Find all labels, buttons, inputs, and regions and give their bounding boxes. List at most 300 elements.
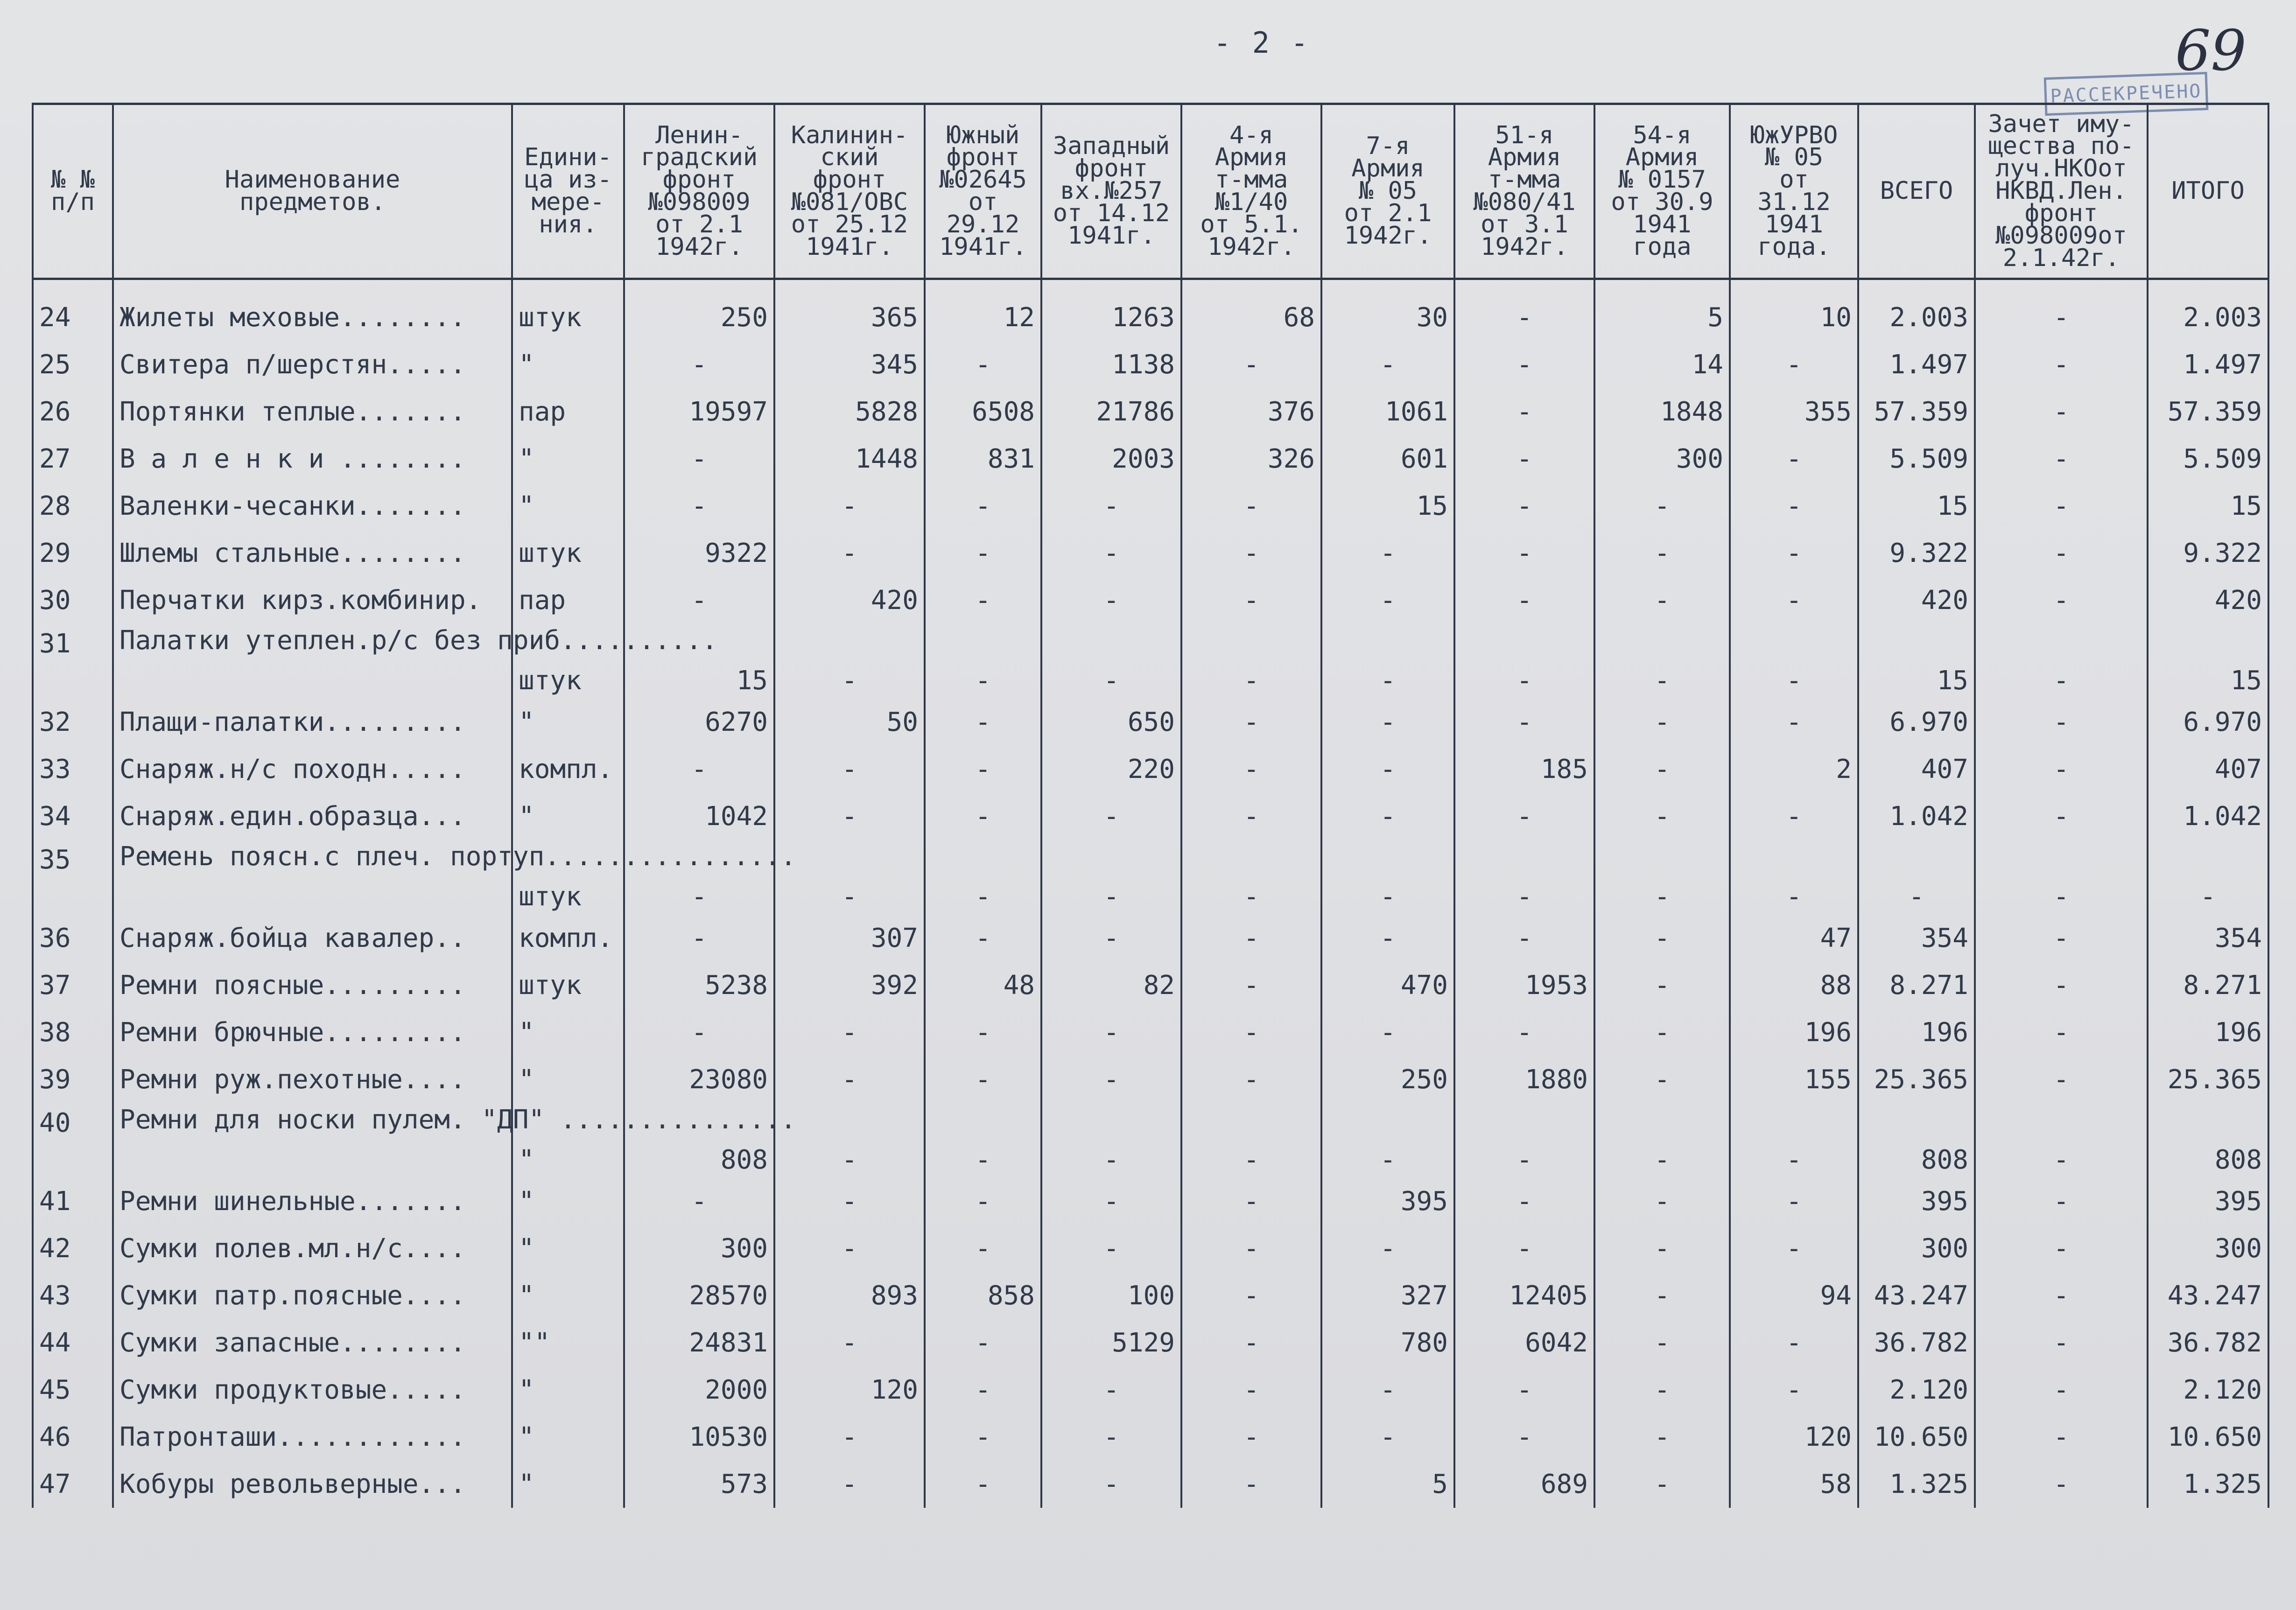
- column-header: Западный фронт вх.№257 от 14.12 1941г.: [1041, 104, 1181, 279]
- quantity-cell: -: [1041, 1414, 1181, 1461]
- quantity-cell: -: [925, 1225, 1041, 1272]
- quantity-cell: -: [1975, 483, 2148, 530]
- item-name: Сумки патр.поясные....: [113, 1272, 512, 1319]
- quantity-cell: 88: [1730, 962, 1858, 1009]
- quantity-cell: -: [1041, 1056, 1181, 1103]
- table-row: [33, 624, 2268, 699]
- quantity-cell: 10: [1730, 279, 1858, 342]
- quantity-cell: 420: [1858, 577, 1975, 624]
- row-number: 43: [33, 1272, 113, 1319]
- quantity-cell: -: [1975, 1225, 2148, 1272]
- quantity-cell: 2: [1730, 746, 1858, 793]
- quantity-cell: 5.509: [2148, 435, 2268, 483]
- table-row: [33, 1461, 2268, 1508]
- quantity-cell: 50: [774, 699, 925, 746]
- quantity-cell: -: [1454, 388, 1594, 435]
- item-name: В а л е н к и ........: [113, 435, 512, 483]
- table-row: [33, 530, 2268, 577]
- unit-of-measure: ": [512, 1272, 624, 1319]
- quantity-cell: 2.120: [2148, 1366, 2268, 1414]
- item-name: Ремень поясн.с плеч. портуп................: [113, 840, 512, 915]
- quantity-cell: -: [624, 915, 774, 962]
- unit-of-measure: ": [512, 1178, 624, 1225]
- quantity-cell: -: [1181, 624, 1321, 699]
- unit-of-measure: штук: [512, 530, 624, 577]
- quantity-cell: -: [1041, 577, 1181, 624]
- quantity-cell: -: [1730, 483, 1858, 530]
- quantity-cell: -: [774, 793, 925, 840]
- quantity-cell: -: [925, 577, 1041, 624]
- item-name: Ремни поясные.........: [113, 962, 512, 1009]
- quantity-cell: -: [1454, 435, 1594, 483]
- quantity-cell: 893: [774, 1272, 925, 1319]
- quantity-cell: -: [1975, 1103, 2148, 1178]
- unit-of-measure: пар: [512, 577, 624, 624]
- table-row: [33, 1319, 2268, 1366]
- quantity-cell: -: [1181, 1056, 1321, 1103]
- unit-of-measure: компл.: [512, 746, 624, 793]
- row-number: 41: [33, 1178, 113, 1225]
- quantity-cell: 420: [774, 577, 925, 624]
- quantity-cell: -: [1454, 1414, 1594, 1461]
- quantity-cell: -: [925, 1461, 1041, 1508]
- quantity-cell: -: [1454, 793, 1594, 840]
- quantity-cell: 100: [1041, 1272, 1181, 1319]
- quantity-cell: -: [774, 624, 925, 699]
- column-header: Калинин- ский фронт №081/ОВС от 25.12 1941г.: [774, 104, 925, 279]
- quantity-cell: 300: [2148, 1225, 2268, 1272]
- quantity-cell: -: [1594, 624, 1730, 699]
- quantity-cell: -: [1730, 1178, 1858, 1225]
- quantity-cell: -: [1594, 793, 1730, 840]
- quantity-cell: -: [1975, 341, 2148, 388]
- quantity-cell: -: [1181, 962, 1321, 1009]
- quantity-cell: 68: [1181, 279, 1321, 342]
- quantity-cell: 220: [1041, 746, 1181, 793]
- quantity-cell: -: [1975, 1461, 2148, 1508]
- item-name: Ремни шинельные.......: [113, 1178, 512, 1225]
- row-number: 36: [33, 915, 113, 962]
- table-row: [33, 1009, 2268, 1056]
- quantity-cell: 30: [1321, 279, 1454, 342]
- quantity-cell: -: [774, 746, 925, 793]
- quantity-cell: -: [1454, 699, 1594, 746]
- quantity-cell: -: [1454, 1103, 1594, 1178]
- quantity-cell: -: [1181, 1319, 1321, 1366]
- quantity-cell: -: [925, 483, 1041, 530]
- quantity-cell: -: [1454, 1009, 1594, 1056]
- quantity-cell: 9.322: [2148, 530, 2268, 577]
- quantity-cell: 6270: [624, 699, 774, 746]
- quantity-cell: -: [1730, 840, 1858, 915]
- quantity-cell: 5: [1321, 1461, 1454, 1508]
- quantity-cell: -: [1321, 699, 1454, 746]
- quantity-cell: 354: [1858, 915, 1975, 962]
- quantity-cell: 36.782: [1858, 1319, 1975, 1366]
- quantity-cell: -: [1975, 1414, 2148, 1461]
- quantity-cell: 15: [1858, 624, 1975, 699]
- quantity-cell: 470: [1321, 962, 1454, 1009]
- row-number: 34: [33, 793, 113, 840]
- quantity-cell: 1061: [1321, 388, 1454, 435]
- unit-of-measure: "": [512, 1319, 624, 1366]
- column-header: Ленин- градский фронт №098009 от 2.1 1942г.: [624, 104, 774, 279]
- quantity-cell: -: [1321, 1103, 1454, 1178]
- quantity-cell: -: [1730, 699, 1858, 746]
- unit-of-measure: пар: [512, 388, 624, 435]
- quantity-cell: 196: [1730, 1009, 1858, 1056]
- quantity-cell: -: [1975, 577, 2148, 624]
- row-number: 28: [33, 483, 113, 530]
- quantity-cell: 6.970: [2148, 699, 2268, 746]
- quantity-cell: -: [1321, 1009, 1454, 1056]
- quantity-cell: -: [1975, 1178, 2148, 1225]
- quantity-cell: 155: [1730, 1056, 1858, 1103]
- quantity-cell: -: [1730, 530, 1858, 577]
- quantity-cell: 196: [2148, 1009, 2268, 1056]
- quantity-cell: -: [774, 530, 925, 577]
- quantity-cell: -: [925, 1414, 1041, 1461]
- quantity-cell: 420: [2148, 577, 2268, 624]
- quantity-cell: -: [1730, 1225, 1858, 1272]
- quantity-cell: 15: [1321, 483, 1454, 530]
- unit-of-measure: штук: [512, 962, 624, 1009]
- table-row: [33, 1414, 2268, 1461]
- table-row: [33, 840, 2268, 915]
- row-number: 33: [33, 746, 113, 793]
- quantity-cell: -: [1321, 624, 1454, 699]
- item-name: Палатки утеплен.р/с без приб..........: [113, 624, 512, 699]
- quantity-cell: 250: [624, 279, 774, 342]
- column-header: ЮжУРВО № 05 от 31.12 1941 года.: [1730, 104, 1858, 279]
- quantity-cell: 12405: [1454, 1272, 1594, 1319]
- column-header: 51-я Армия т-мма №080/41 от 3.1 1942г.: [1454, 104, 1594, 279]
- quantity-cell: 25.365: [2148, 1056, 2268, 1103]
- quantity-cell: 57.359: [2148, 388, 2268, 435]
- quantity-cell: -: [1181, 483, 1321, 530]
- column-header: ИТОГО: [2148, 104, 2268, 279]
- quantity-cell: -: [1041, 1225, 1181, 1272]
- quantity-cell: -: [925, 915, 1041, 962]
- quantity-cell: -: [1454, 577, 1594, 624]
- quantity-cell: 19597: [624, 388, 774, 435]
- quantity-cell: 1880: [1454, 1056, 1594, 1103]
- quantity-cell: 14: [1594, 341, 1730, 388]
- quantity-cell: -: [1454, 840, 1594, 915]
- quantity-cell: 808: [624, 1103, 774, 1178]
- quantity-cell: -: [1975, 1009, 2148, 1056]
- quantity-cell: -: [1594, 699, 1730, 746]
- table-row: [33, 793, 2268, 840]
- unit-of-measure: компл.: [512, 915, 624, 962]
- quantity-cell: 392: [774, 962, 925, 1009]
- quantity-cell: -: [1594, 1056, 1730, 1103]
- unit-of-measure: ": [512, 1009, 624, 1056]
- table-row: [33, 483, 2268, 530]
- quantity-cell: 395: [2148, 1178, 2268, 1225]
- unit-of-measure: ": [512, 483, 624, 530]
- quantity-cell: -: [1975, 624, 2148, 699]
- quantity-cell: -: [1975, 1056, 2148, 1103]
- quantity-cell: -: [1321, 1225, 1454, 1272]
- row-number: 24: [33, 279, 113, 342]
- unit-of-measure: штук: [512, 624, 624, 699]
- quantity-cell: 808: [2148, 1103, 2268, 1178]
- unit-of-measure: ": [512, 435, 624, 483]
- quantity-cell: -: [774, 1178, 925, 1225]
- quantity-cell: -: [1594, 746, 1730, 793]
- quantity-cell: -: [1181, 915, 1321, 962]
- column-header: 4-я Армия т-мма №1/40 от 5.1. 1942г.: [1181, 104, 1321, 279]
- row-number: 30: [33, 577, 113, 624]
- quantity-cell: 8.271: [1858, 962, 1975, 1009]
- quantity-cell: -: [1181, 341, 1321, 388]
- quantity-cell: -: [1594, 840, 1730, 915]
- quantity-cell: 5238: [624, 962, 774, 1009]
- quantity-cell: -: [925, 530, 1041, 577]
- quantity-cell: -: [774, 1103, 925, 1178]
- quantity-cell: -: [1041, 1178, 1181, 1225]
- quantity-cell: -: [774, 840, 925, 915]
- quantity-cell: -: [624, 341, 774, 388]
- quantity-cell: 24831: [624, 1319, 774, 1366]
- quantity-cell: -: [1594, 915, 1730, 962]
- quantity-cell: -: [1975, 915, 2148, 962]
- table-row: [33, 1366, 2268, 1414]
- quantity-cell: -: [1730, 793, 1858, 840]
- quantity-cell: -: [624, 1178, 774, 1225]
- unit-of-measure: ": [512, 341, 624, 388]
- quantity-cell: -: [1321, 793, 1454, 840]
- quantity-cell: 395: [1321, 1178, 1454, 1225]
- quantity-cell: -: [1594, 1225, 1730, 1272]
- quantity-cell: 300: [1594, 435, 1730, 483]
- quantity-cell: -: [1975, 1366, 2148, 1414]
- quantity-cell: -: [1975, 435, 2148, 483]
- item-name: Перчатки кирз.комбинир.: [113, 577, 512, 624]
- column-header: 7-я Армия № 05 от 2.1 1942г.: [1321, 104, 1454, 279]
- table-row: [33, 279, 2268, 342]
- quantity-cell: -: [1730, 624, 1858, 699]
- quantity-cell: -: [1181, 1414, 1321, 1461]
- quantity-cell: -: [925, 746, 1041, 793]
- quantity-cell: -: [925, 793, 1041, 840]
- unit-of-measure: ": [512, 1366, 624, 1414]
- quantity-cell: -: [1730, 1366, 1858, 1414]
- quantity-cell: -: [1730, 435, 1858, 483]
- quantity-cell: -: [1975, 530, 2148, 577]
- unit-of-measure: ": [512, 1414, 624, 1461]
- quantity-cell: 2003: [1041, 435, 1181, 483]
- quantity-cell: -: [1321, 530, 1454, 577]
- quantity-cell: -: [1594, 962, 1730, 1009]
- quantity-cell: -: [1041, 1461, 1181, 1508]
- quantity-cell: 1.497: [2148, 341, 2268, 388]
- item-name: Портянки теплые.......: [113, 388, 512, 435]
- row-number: 44: [33, 1319, 113, 1366]
- quantity-cell: -: [1041, 624, 1181, 699]
- quantity-cell: -: [925, 699, 1041, 746]
- quantity-cell: -: [1730, 1319, 1858, 1366]
- quantity-cell: -: [624, 840, 774, 915]
- quantity-cell: 780: [1321, 1319, 1454, 1366]
- quantity-cell: 1263: [1041, 279, 1181, 342]
- quantity-cell: -: [1594, 1103, 1730, 1178]
- quantity-cell: 1953: [1454, 962, 1594, 1009]
- quantity-cell: -: [1730, 341, 1858, 388]
- quantity-cell: 2.003: [2148, 279, 2268, 342]
- quantity-cell: -: [624, 746, 774, 793]
- quantity-cell: 2.003: [1858, 279, 1975, 342]
- item-name: Снаряж.бойца кавалер..: [113, 915, 512, 962]
- quantity-cell: -: [1181, 1461, 1321, 1508]
- table-row: [33, 1272, 2268, 1319]
- quantity-cell: 354: [2148, 915, 2268, 962]
- item-name: Кобуры револьверные...: [113, 1461, 512, 1508]
- table-row: [33, 577, 2268, 624]
- quantity-cell: 326: [1181, 435, 1321, 483]
- quantity-cell: -: [774, 1414, 925, 1461]
- quantity-cell: -: [1181, 577, 1321, 624]
- quantity-cell: -: [1594, 1461, 1730, 1508]
- quantity-cell: -: [1321, 840, 1454, 915]
- row-number: 26: [33, 388, 113, 435]
- quantity-cell: 250: [1321, 1056, 1454, 1103]
- table-row: [33, 388, 2268, 435]
- quantity-cell: -: [1321, 577, 1454, 624]
- row-number: 27: [33, 435, 113, 483]
- quantity-cell: 23080: [624, 1056, 774, 1103]
- quantity-cell: 365: [774, 279, 925, 342]
- quantity-cell: -: [1454, 915, 1594, 962]
- quantity-cell: -: [1041, 530, 1181, 577]
- quantity-cell: 1.042: [1858, 793, 1975, 840]
- quantity-cell: 1.325: [2148, 1461, 2268, 1508]
- quantity-cell: -: [1594, 1414, 1730, 1461]
- table-row: [33, 699, 2268, 746]
- quantity-cell: -: [925, 1103, 1041, 1178]
- column-header: Зачет иму- щества по- луч.НКОот НКВД.Лен. фронт №098009от 2.1.42г.: [1975, 104, 2148, 279]
- quantity-cell: 6042: [1454, 1319, 1594, 1366]
- quantity-cell: 8.271: [2148, 962, 2268, 1009]
- quantity-cell: -: [1454, 1178, 1594, 1225]
- quantity-cell: 28570: [624, 1272, 774, 1319]
- quantity-cell: -: [1454, 624, 1594, 699]
- quantity-cell: -: [1181, 530, 1321, 577]
- quantity-cell: -: [1454, 1366, 1594, 1414]
- quantity-cell: 650: [1041, 699, 1181, 746]
- quantity-cell: -: [1321, 1414, 1454, 1461]
- quantity-cell: 6508: [925, 388, 1041, 435]
- quantity-cell: -: [1181, 1366, 1321, 1414]
- quantity-cell: 12: [925, 279, 1041, 342]
- quantity-cell: 185: [1454, 746, 1594, 793]
- row-number: 35: [33, 840, 113, 915]
- quantity-cell: 300: [1858, 1225, 1975, 1272]
- quantity-cell: 10530: [624, 1414, 774, 1461]
- quantity-cell: -: [1975, 279, 2148, 342]
- table-row: [33, 915, 2268, 962]
- quantity-cell: 2.120: [1858, 1366, 1975, 1414]
- quantity-cell: 21786: [1041, 388, 1181, 435]
- table-header-row: [33, 104, 2268, 279]
- quantity-cell: -: [1975, 388, 2148, 435]
- column-header: 54-я Армия № 0157 от 30.9 1941 года: [1594, 104, 1730, 279]
- page-number: - 2 -: [1214, 26, 1310, 60]
- quantity-cell: -: [1594, 1319, 1730, 1366]
- quantity-cell: 120: [774, 1366, 925, 1414]
- quantity-cell: 376: [1181, 388, 1321, 435]
- item-name: Снаряж.н/с походн.....: [113, 746, 512, 793]
- quantity-cell: 10.650: [1858, 1414, 1975, 1461]
- quantity-cell: -: [1181, 840, 1321, 915]
- quantity-cell: -: [1041, 483, 1181, 530]
- row-number: 46: [33, 1414, 113, 1461]
- quantity-cell: 300: [624, 1225, 774, 1272]
- quantity-cell: 36.782: [2148, 1319, 2268, 1366]
- item-name: Шлемы стальные........: [113, 530, 512, 577]
- row-number: 40: [33, 1103, 113, 1178]
- quantity-cell: -: [2148, 840, 2268, 915]
- unit-of-measure: ": [512, 1461, 624, 1508]
- quantity-cell: 307: [774, 915, 925, 962]
- column-header: Наименование предметов.: [113, 104, 512, 279]
- quantity-cell: -: [1858, 840, 1975, 915]
- quantity-cell: -: [1041, 840, 1181, 915]
- table-row: [33, 746, 2268, 793]
- item-name: Валенки-чесанки.......: [113, 483, 512, 530]
- table-row: [33, 1178, 2268, 1225]
- quantity-cell: -: [1975, 840, 2148, 915]
- quantity-cell: 1.325: [1858, 1461, 1975, 1508]
- unit-of-measure: ": [512, 699, 624, 746]
- quantity-cell: -: [1041, 915, 1181, 962]
- row-number: 42: [33, 1225, 113, 1272]
- quantity-cell: -: [1454, 483, 1594, 530]
- quantity-cell: -: [1181, 1009, 1321, 1056]
- quantity-cell: -: [1594, 1178, 1730, 1225]
- table-row: [33, 435, 2268, 483]
- quantity-cell: 808: [1858, 1103, 1975, 1178]
- item-name: Ремни руж.пехотные....: [113, 1056, 512, 1103]
- quantity-cell: 58: [1730, 1461, 1858, 1508]
- column-header: ВСЕГО: [1858, 104, 1975, 279]
- declassified-stamp: РАССЕКРЕЧЕНО: [2044, 72, 2209, 116]
- quantity-cell: -: [925, 1366, 1041, 1414]
- quantity-cell: -: [1594, 530, 1730, 577]
- quantity-cell: -: [925, 1178, 1041, 1225]
- quantity-cell: -: [1041, 1009, 1181, 1056]
- quantity-cell: -: [1321, 1366, 1454, 1414]
- quantity-cell: 6.970: [1858, 699, 1975, 746]
- table-row: [33, 341, 2268, 388]
- quantity-cell: 395: [1858, 1178, 1975, 1225]
- quantity-cell: 1.042: [2148, 793, 2268, 840]
- quantity-cell: -: [624, 1009, 774, 1056]
- quantity-cell: -: [925, 341, 1041, 388]
- quantity-cell: 573: [624, 1461, 774, 1508]
- quantity-cell: -: [1594, 1009, 1730, 1056]
- quantity-cell: -: [925, 1009, 1041, 1056]
- table-body: [33, 279, 2268, 1508]
- item-name: Свитера п/шерстян.....: [113, 341, 512, 388]
- quantity-cell: -: [1975, 1272, 2148, 1319]
- row-number: 37: [33, 962, 113, 1009]
- quantity-cell: 15: [624, 624, 774, 699]
- quantity-cell: 5: [1594, 279, 1730, 342]
- item-name: Плащи-палатки.........: [113, 699, 512, 746]
- quantity-cell: -: [1594, 1366, 1730, 1414]
